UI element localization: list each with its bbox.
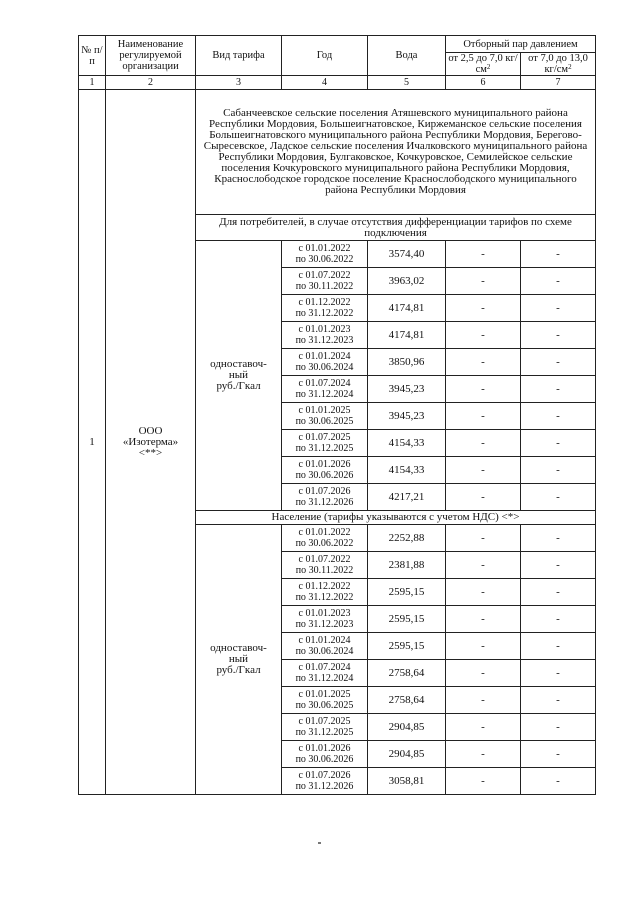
steam-low-value: -: [446, 768, 521, 795]
column-number: 1: [79, 76, 106, 90]
water-value: 4154,33: [368, 457, 446, 484]
steam-high-value: -: [521, 606, 596, 633]
table-body: [79, 90, 596, 795]
header-steam-low-sup: 2: [486, 63, 491, 71]
steam-high-value: -: [521, 633, 596, 660]
period-cell: с 01.07.2026 по 31.12.2026: [282, 768, 368, 795]
water-value: 3945,23: [368, 376, 446, 403]
steam-high-value: -: [521, 525, 596, 552]
water-value: 4154,33: [368, 430, 446, 457]
column-number: 4: [282, 76, 368, 90]
header-organization: Наименование регулируемой организации: [106, 36, 196, 76]
tariff-table: [78, 35, 596, 795]
steam-low-value: -: [446, 322, 521, 349]
steam-low-value: -: [446, 268, 521, 295]
header-steam-high-sup: 2: [568, 63, 572, 71]
header-steam-group: Отборный пар давлением: [446, 36, 596, 53]
water-value: 2595,15: [368, 579, 446, 606]
column-number: 5: [368, 76, 446, 90]
steam-low-value: -: [446, 403, 521, 430]
region-description: Сабанчеевское сельские поселения Атяшевского муниципального района Республики Мордовия, Большеигнатовское, Киржеманское сельские поселения Большеигнатовского муниципального района Республики Мордовия, Берегово-Сыресевское, Ладское сельские поселения Ичалковского муниципального района Республики Мордовия, Булгаковское, Кочкуровское, Семилейское сельские поселения Кочкуровского муниципального района Республики Мордовия, Краснослободское городское поселение Краснослободского муниципального района Республики Мордовия: [196, 90, 596, 215]
period-cell: с 01.01.2023 по 31.12.2023: [282, 606, 368, 633]
water-value: 4217,21: [368, 484, 446, 511]
period-cell: с 01.12.2022 по 31.12.2022: [282, 295, 368, 322]
period-cell: с 01.01.2022 по 30.06.2022: [282, 525, 368, 552]
column-number: 3: [196, 76, 282, 90]
water-value: 2381,88: [368, 552, 446, 579]
header-steam-high: [521, 53, 596, 76]
header-year: Год: [282, 36, 368, 76]
steam-high-value: -: [521, 660, 596, 687]
header-steam-high-label: от 7,0 до 13,0 кг/см: [528, 53, 588, 75]
header-water: Вода: [368, 36, 446, 76]
water-value: 2758,64: [368, 660, 446, 687]
steam-low-value: -: [446, 579, 521, 606]
steam-high-value: -: [521, 376, 596, 403]
water-value: 2595,15: [368, 606, 446, 633]
period-cell: с 01.01.2025 по 30.06.2025: [282, 687, 368, 714]
tariff-type: одноставоч- ный руб./Гкал: [196, 525, 282, 795]
column-number: 6: [446, 76, 521, 90]
steam-high-value: -: [521, 322, 596, 349]
header-tariff-type: Вид тарифа: [196, 36, 282, 76]
steam-low-value: -: [446, 714, 521, 741]
steam-high-value: -: [521, 430, 596, 457]
steam-low-value: -: [446, 457, 521, 484]
water-value: 3963,02: [368, 268, 446, 295]
steam-low-value: -: [446, 525, 521, 552]
steam-low-value: -: [446, 633, 521, 660]
header-steam-low-label: от 2,5 до 7,0 кг/см: [448, 53, 518, 75]
column-number: 2: [106, 76, 196, 90]
period-cell: с 01.07.2025 по 31.12.2025: [282, 430, 368, 457]
period-cell: с 01.07.2022 по 30.11.2022: [282, 268, 368, 295]
steam-high-value: -: [521, 687, 596, 714]
water-value: 2252,88: [368, 525, 446, 552]
steam-high-value: -: [521, 295, 596, 322]
page-mark: [318, 842, 321, 844]
tariff-type: одноставоч- ный руб./Гкал: [196, 241, 282, 511]
steam-high-value: -: [521, 403, 596, 430]
row-number: 1: [79, 90, 106, 795]
period-cell: с 01.07.2022 по 30.11.2022: [282, 552, 368, 579]
water-value: 4174,81: [368, 322, 446, 349]
steam-high-value: -: [521, 741, 596, 768]
period-cell: с 01.01.2026 по 30.06.2026: [282, 457, 368, 484]
header-steam-low: [446, 53, 521, 76]
steam-high-value: -: [521, 268, 596, 295]
water-value: 3574,40: [368, 241, 446, 268]
water-value: 2758,64: [368, 687, 446, 714]
steam-high-value: -: [521, 768, 596, 795]
period-cell: с 01.12.2022 по 31.12.2022: [282, 579, 368, 606]
steam-low-value: -: [446, 552, 521, 579]
steam-low-value: -: [446, 349, 521, 376]
steam-high-value: -: [521, 349, 596, 376]
period-cell: с 01.01.2024 по 30.06.2024: [282, 349, 368, 376]
water-value: 3058,81: [368, 768, 446, 795]
period-cell: с 01.07.2025 по 31.12.2025: [282, 714, 368, 741]
column-number: 7: [521, 76, 596, 90]
steam-low-value: -: [446, 241, 521, 268]
section-title: Для потребителей, в случае отсутствия дифференциации тарифов по схеме подключения: [196, 215, 596, 241]
period-cell: с 01.01.2023 по 31.12.2023: [282, 322, 368, 349]
period-cell: с 01.01.2026 по 30.06.2026: [282, 741, 368, 768]
water-value: 2595,15: [368, 633, 446, 660]
steam-high-value: -: [521, 484, 596, 511]
period-cell: с 01.01.2022 по 30.06.2022: [282, 241, 368, 268]
steam-low-value: -: [446, 430, 521, 457]
steam-low-value: -: [446, 741, 521, 768]
period-cell: с 01.07.2024 по 31.12.2024: [282, 376, 368, 403]
period-cell: с 01.07.2024 по 31.12.2024: [282, 660, 368, 687]
steam-low-value: -: [446, 295, 521, 322]
period-cell: с 01.07.2026 по 31.12.2026: [282, 484, 368, 511]
period-cell: с 01.01.2025 по 30.06.2025: [282, 403, 368, 430]
steam-low-value: -: [446, 484, 521, 511]
steam-high-value: -: [521, 457, 596, 484]
steam-low-value: -: [446, 660, 521, 687]
organization-name: ООО «Изотерма» <**>: [106, 90, 196, 795]
section-title: Население (тарифы указываются с учетом НДС) <*>: [196, 511, 596, 525]
steam-low-value: -: [446, 376, 521, 403]
steam-high-value: -: [521, 241, 596, 268]
water-value: 4174,81: [368, 295, 446, 322]
period-cell: с 01.01.2024 по 30.06.2024: [282, 633, 368, 660]
steam-low-value: -: [446, 687, 521, 714]
steam-low-value: -: [446, 606, 521, 633]
water-value: 2904,85: [368, 741, 446, 768]
header-number: № п/п: [79, 36, 106, 76]
steam-high-value: -: [521, 552, 596, 579]
water-value: 3850,96: [368, 349, 446, 376]
steam-high-value: -: [521, 579, 596, 606]
water-value: 3945,23: [368, 403, 446, 430]
steam-high-value: -: [521, 714, 596, 741]
water-value: 2904,85: [368, 714, 446, 741]
